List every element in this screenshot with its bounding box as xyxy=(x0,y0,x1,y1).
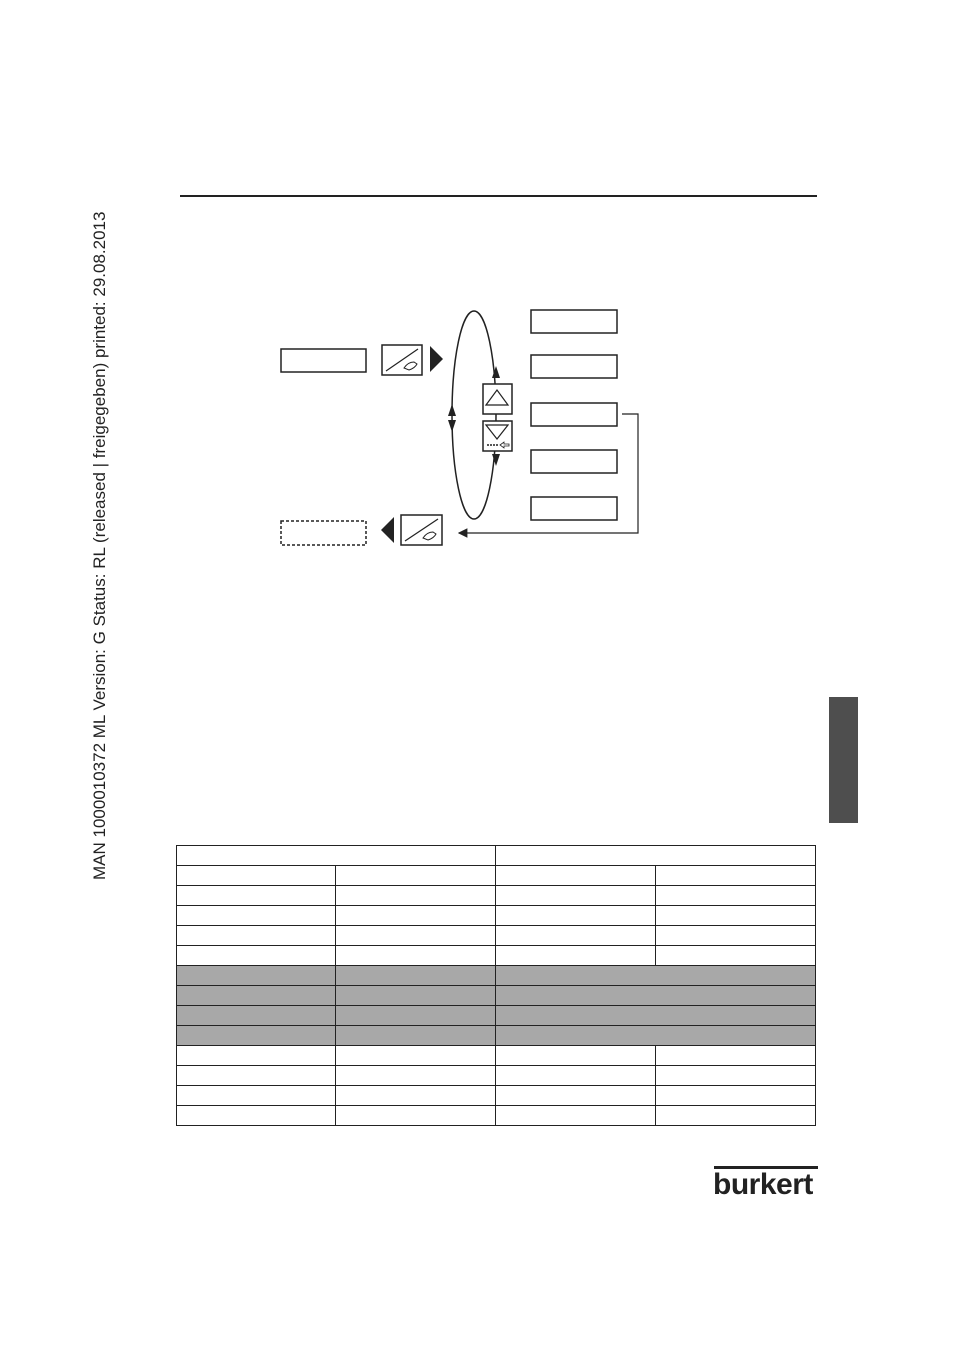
table-cell xyxy=(496,1006,816,1026)
menu-option-box-1 xyxy=(531,310,617,333)
table-cell xyxy=(177,1086,336,1106)
table-cell xyxy=(336,1006,496,1026)
table-cell xyxy=(655,946,815,966)
table-row xyxy=(177,866,816,886)
table-cell xyxy=(496,1046,655,1066)
parameter-table xyxy=(176,845,816,1126)
table-cell xyxy=(655,1106,815,1126)
table-cell xyxy=(496,1026,816,1046)
table-row xyxy=(177,906,816,926)
loop-arrow-down-icon xyxy=(448,420,456,432)
table-cell xyxy=(655,906,815,926)
table-cell xyxy=(336,966,496,986)
table-cell xyxy=(496,946,655,966)
table-cell xyxy=(655,926,815,946)
up-arrow-key-icon[interactable] xyxy=(483,384,512,414)
table-row xyxy=(177,926,816,946)
table-cell xyxy=(336,1066,496,1086)
table-row xyxy=(177,1106,816,1126)
menu-option-box-4 xyxy=(531,450,617,473)
table-cell xyxy=(336,946,496,966)
table-cell xyxy=(177,1026,336,1046)
table-row xyxy=(177,1066,816,1086)
table-cell xyxy=(177,1066,336,1086)
table-cell xyxy=(177,986,336,1006)
table-cell xyxy=(177,946,336,966)
table-cell xyxy=(177,926,336,946)
table-cell xyxy=(177,886,336,906)
display-box-result xyxy=(281,521,366,545)
table-header-cell xyxy=(177,846,496,866)
table-cell xyxy=(496,886,655,906)
menu-option-box-3 xyxy=(531,403,617,426)
logo-wordmark: burkert xyxy=(713,1168,813,1201)
burkert-logo xyxy=(713,1166,819,1202)
enter-key-icon[interactable] xyxy=(401,515,442,545)
table-cell xyxy=(177,966,336,986)
table-row xyxy=(177,1026,816,1046)
table-header-cell xyxy=(496,846,816,866)
table-cell xyxy=(655,1046,815,1066)
document-id-margin-text: MAN 1000010372 ML Version: G Status: RL (released | freigegeben) printed: 29.08.2013 xyxy=(90,211,109,880)
table-row xyxy=(177,1086,816,1106)
table-cell xyxy=(177,1106,336,1126)
scroll-loop-ellipse xyxy=(452,311,496,519)
table-cell xyxy=(336,926,496,946)
table-cell xyxy=(655,866,815,886)
table-cell xyxy=(336,886,496,906)
table-cell xyxy=(177,866,336,886)
table-row xyxy=(177,1006,816,1026)
table-cell xyxy=(496,866,655,886)
table-cell xyxy=(336,1086,496,1106)
menu-option-box-5 xyxy=(531,497,617,520)
table-cell xyxy=(496,906,655,926)
table-cell xyxy=(496,1066,655,1086)
table-row xyxy=(177,966,816,986)
table-cell xyxy=(655,886,815,906)
table-row xyxy=(177,986,816,1006)
table-cell xyxy=(336,986,496,1006)
table-cell xyxy=(496,986,816,1006)
table-cell xyxy=(177,1046,336,1066)
table-cell xyxy=(496,966,816,986)
table-row xyxy=(177,946,816,966)
loop-arrow-up-icon xyxy=(448,404,456,416)
table-row xyxy=(177,1046,816,1066)
table-cell xyxy=(336,1106,496,1126)
enter-key-icon[interactable] xyxy=(382,345,422,375)
menu-option-box-2 xyxy=(531,355,617,378)
table-cell xyxy=(336,1026,496,1046)
down-arrow-key-icon[interactable] xyxy=(483,421,512,451)
display-box-current xyxy=(281,349,366,372)
arrow-right-icon xyxy=(430,346,443,372)
table-cell xyxy=(336,866,496,886)
table-cell xyxy=(496,1086,655,1106)
table-cell xyxy=(336,1046,496,1066)
table-cell xyxy=(496,926,655,946)
table-cell xyxy=(655,1066,815,1086)
section-tab xyxy=(829,697,858,823)
table-cell xyxy=(655,1086,815,1106)
table-cell xyxy=(336,906,496,926)
table-cell xyxy=(177,1006,336,1026)
table-cell xyxy=(177,906,336,926)
table-row xyxy=(177,886,816,906)
table-cell xyxy=(496,1106,655,1126)
table-header-row xyxy=(177,846,816,866)
arrow-left-icon xyxy=(381,517,394,543)
